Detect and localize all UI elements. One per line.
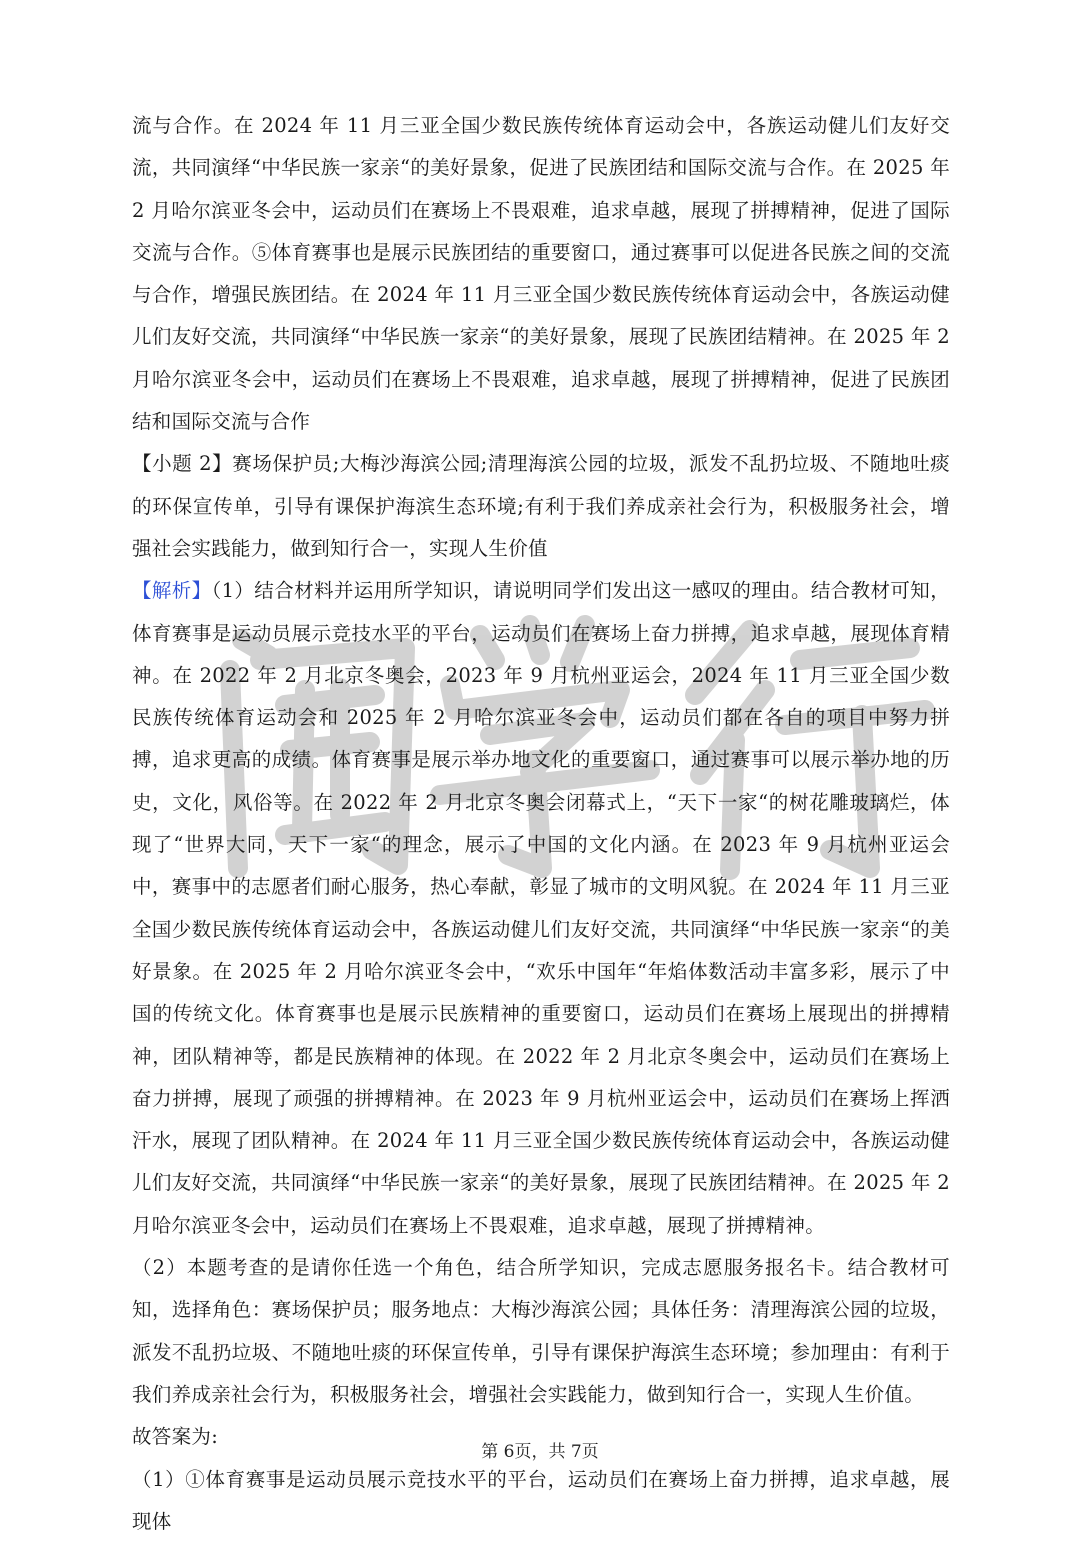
paragraph-analysis-part-2: （2）本题考查的是请你任选一个角色，结合所学知识，完成志愿服务报名卡。结合教材可知，选择角色：赛场保护员；服务地点：大梅沙海滨公园；具体任务：清理海滨公园的垃圾，派发不乱扔垃圾、不随地吐痰的环保宣传单，引导有课保护海滨生态环境；参加理由：有利于我们养成亲社会行为，积极服务社会，增强社会实践能力，做到知行合一，实现人生价值。 xyxy=(132,1247,950,1416)
paragraph-analysis xyxy=(132,570,950,1247)
analysis-label: 【解析】 xyxy=(132,579,212,602)
paragraph-subquestion-2-answer: 【小题 2】赛场保护员;大梅沙海滨公园;清理海滨公园的垃圾，派发不乱扔垃圾、不随地吐痰的环保宣传单，引导有课保护海滨生态环境;有利于我们养成亲社会行为，积极服务社会，增强社会实践能力，做到知行合一，实现人生价值 xyxy=(132,443,950,570)
document-body xyxy=(132,105,950,1543)
paragraph-answer-heading: 故答案为: xyxy=(132,1416,950,1458)
page-number-footer: 第 6页，共 7页 xyxy=(0,1437,1080,1462)
paragraph-continuation: 流与合作。在 2024 年 11 月三亚全国少数民族传统体育运动会中，各族运动健儿们友好交流，共同演绎“中华民族一家亲“的美好景象，促进了民族团结和国际交流与合作。在 2025 年 2 月哈尔滨亚冬会中，运动员们在赛场上不畏艰难，追求卓越，展现了拼搏精神，促进了国际交流与合作。⑤体育赛事也是展示民族团结的重要窗口，通过赛事可以促进各民族之间的交流与合作，增强民族团结。在 2024 年 11 月三亚全国少数民族传统体育运动会中，各族运动健儿们友好交流，共同演绎“中华民族一家亲“的美好景象，展现了民族团结精神。在 2025 年 2 月哈尔滨亚冬会中，运动员们在赛场上不畏艰难，追求卓越，展现了拼搏精神，促进了民族团结和国际交流与合作 xyxy=(132,105,950,443)
analysis-text: （1）结合材料并运用所学知识，请说明同学们发出这一感叹的理由。结合教材可知，体育赛事是运动员展示竞技水平的平台，运动员们在赛场上奋力拼搏，追求卓越，展现体育精神。在 2022 年 2 月北京冬奥会，2023 年 9 月杭州亚运会，2024 年 11 月三亚全国少数民族传统体育运动会和 2025 年 2 月哈尔滨亚冬会中，运动员们都在各自的项目中努力拼搏，追求更高的成绩。体育赛事是展示举办地文化的重要窗口，通过赛事可以展示举办地的历史，文化，风俗等。在 2022 年 2 月北京冬奥会闭幕式上，“天下一家“的树花雕玻璃烂，体现了“世界大同，天下一家“的理念，展示了中国的文化内涵。在 2023 年 9 月杭州亚运会中，赛事中的志愿者们耐心服务，热心奉献，彰显了城市的文明风貌。在 2024 年 11 月三亚全国少数民族传统体育运动会中，各族运动健儿们友好交流，共同演绎“中华民族一家亲“的美好景象。在 2025 年 2 月哈尔滨亚冬会中，“欢乐中国年“年焰体数活动丰富多彩，展示了中国的传统文化。体育赛事也是展示民族精神的重要窗口，运动员们在赛场上展现出的拼搏精神，团队精神等，都是民族精神的体现。在 2022 年 2 月北京冬奥会中，运动员们在赛场上奋力拼搏，展现了顽强的拼搏精神。在 2023 年 9 月杭州亚运会中，运动员们在赛场上挥洒汗水，展现了团队精神。在 2024 年 11 月三亚全国少数民族传统体育运动会中，各族运动健儿们友好交流，共同演绎“中华民族一家亲“的美好景象，展现了民族团结精神。在 2025 年 2 月哈尔滨亚冬会中，运动员们在赛场上不畏艰难，追求卓越，展现了拼搏精神。 xyxy=(132,579,950,1236)
paragraph-answer-1: （1）①体育赛事是运动员展示竞技水平的平台，运动员们在赛场上奋力拼搏，追求卓越，展现体 xyxy=(132,1459,950,1543)
